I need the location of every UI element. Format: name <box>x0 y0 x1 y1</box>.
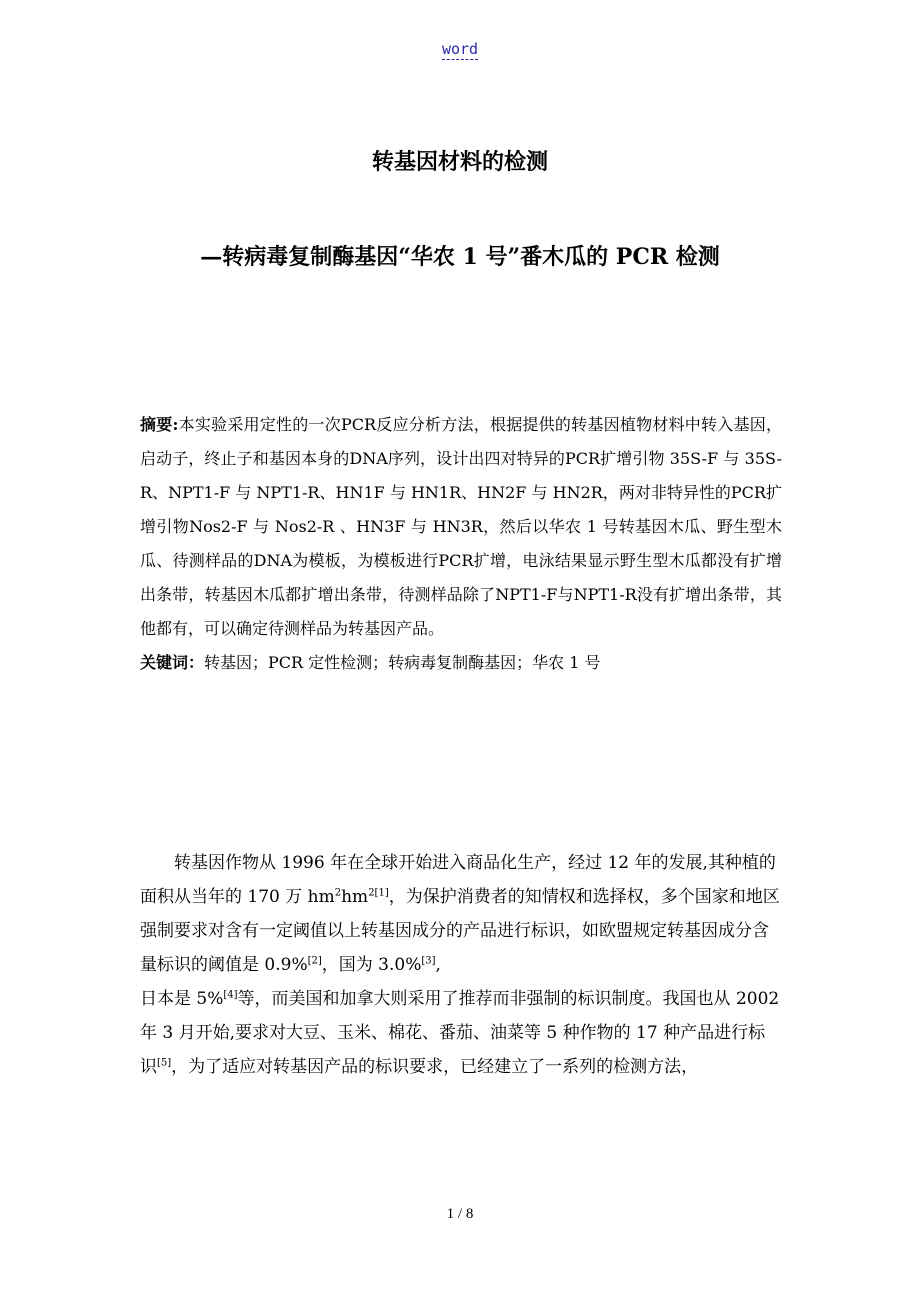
header-word-link[interactable] <box>0 40 920 58</box>
document-title: 转基因材料的检测 <box>371 149 548 175</box>
citation-ref: [2] <box>307 955 322 967</box>
citation-ref: [5] <box>157 1057 172 1069</box>
page-number: 1 / 8 <box>446 1206 474 1222</box>
body-paragraph-2 <box>140 982 782 1084</box>
abstract-paragraph <box>140 408 782 646</box>
keywords-label: 关键词： <box>140 653 205 672</box>
citation-ref: [3] <box>421 955 436 967</box>
abstract-label: 摘要: <box>140 415 179 434</box>
body-text-span: 日本是 5% <box>140 989 224 1009</box>
abstract-section <box>140 408 782 680</box>
body-section <box>140 846 782 1084</box>
body-text-span: ，为了适应对转基因产品的标识要求，已经建立了一系列的检测方法， <box>171 1057 699 1077</box>
abstract-text: 本实验采用定性的一次PCR反应分析方法，根据提供的转基因植物材料中转入基因，启动子，终止子和基因本身的DNA序列，设计出四对特异的PCR扩增引物 35S-F 与 35S-R、NPT1-F 与 NPT1-R、HN1F 与 HN1R、HN2F 与 HN2R，两对非特异性的PCR扩增引物Nos2-F 与 Nos2-R 、HN3F 与 HN3R，然后以华农 1 号转基因木瓜、野生型木瓜、待测样品的DNA为模板，为模板进行PCR扩增，电泳结果显示野生型木瓜都没有扩增出条带，转基因木瓜都扩增出条带，待测样品除了NPT1-F与NPT1-R没有扩增出条带，其他都有，可以确定待测样品为转基因产品。 <box>140 415 782 638</box>
body-text-span: , <box>435 955 441 975</box>
citation-ref: 2[1] <box>368 887 389 899</box>
header-word-text[interactable]: word <box>441 40 479 58</box>
body-text-span: ，国为 3.0% <box>321 955 422 975</box>
body-text-span: 等，而美国和加拿大则采用了推荐而非强制的标识制度。我国也从 2002 年 3 月开始,要求对大豆、玉米、棉花、番茄、油菜等 5 种作物的 17 种产品进行标识 <box>140 989 780 1077</box>
body-text-span: 转基因作物从 1996 年在全球开始进入商品化生产，经过 12 年的发展,其种植的面积从当年的 170 万 hm <box>140 853 776 907</box>
body-text-span: hm <box>341 887 369 907</box>
keywords-paragraph <box>140 646 782 680</box>
document-subtitle: —转病毒复制酶基因“华农 1 号”番木瓜的 PCR 检测 <box>200 244 720 270</box>
citation-ref: [4] <box>223 989 238 1001</box>
keywords-text: 转基因；PCR 定性检测；转病毒复制酶基因；华农 1 号 <box>204 653 601 672</box>
body-text-span: ，为保护消费者的知情权和选择权，多个国家和地区强制要求对含有一定阈值以上转基因成分的产品进行标识，如欧盟规定转基因成分含量标识的阈值是 0.9% <box>140 887 780 975</box>
body-paragraph-1 <box>140 846 782 982</box>
superscript: 2 <box>334 887 342 899</box>
